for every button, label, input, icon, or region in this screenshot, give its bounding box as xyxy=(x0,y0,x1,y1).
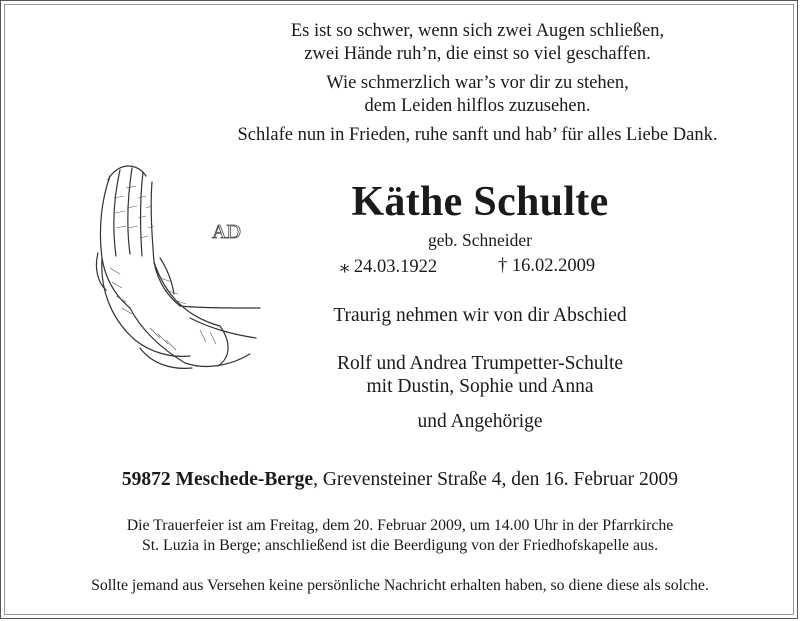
relatives-line: und Angehörige xyxy=(417,411,543,432)
family-block xyxy=(280,352,680,398)
poem-closing: Schlafe nun in Frieden, ruhe sanft und hab’ für alles Liebe Dank. xyxy=(237,125,718,145)
birth-date: ⁎ 24.03.1922 xyxy=(340,257,438,277)
funeral-line-1: Die Trauerfeier ist am Freitag, dem 20. Februar 2009, um 14.00 Uhr in der Pfarrkirche xyxy=(126,517,674,534)
address-line xyxy=(0,469,800,491)
poem-stanza-1 xyxy=(195,20,760,66)
poem xyxy=(195,20,760,147)
address-rest: , Grevensteiner Straße 4, den 16. Februar 2009 xyxy=(313,469,679,490)
poem-line: Es ist so schwer, wenn sich zwei Augen schließen, xyxy=(290,21,665,41)
poem-stanza-2 xyxy=(195,72,760,118)
born-name: geb. Schneider xyxy=(428,230,532,250)
funeral-info xyxy=(0,516,800,556)
deceased-name: Käthe Schulte xyxy=(351,179,609,225)
address-place: 59872 Meschede-Berge xyxy=(121,469,314,490)
funeral-line-2: St. Luzia in Berge; anschließend ist die Beerdigung von der Friedhofskapelle aus. xyxy=(141,537,659,554)
poem-line: Wie schmerzlich war’s vor dir zu stehen, xyxy=(326,73,629,93)
notice-line: Sollte jemand aus Versehen keine persönliche Nachricht erhalten haben, so diene diese als solche. xyxy=(91,577,709,594)
family-line-1: Rolf und Andrea Trumpetter-Schulte xyxy=(336,353,624,374)
death-date: † 16.02.2009 xyxy=(498,256,596,276)
poem-line: zwei Hände ruh’n, die einst so viel geschaffen. xyxy=(304,44,651,64)
monogram-text: AD xyxy=(212,221,241,243)
farewell-line: Traurig nehmen wir von dir Abschied xyxy=(333,305,627,326)
monogram xyxy=(212,221,241,243)
poem-line: dem Leiden hilflos zuzusehen. xyxy=(364,96,591,116)
praying-hands-icon xyxy=(80,158,270,373)
family-line-2: mit Dustin, Sophie und Anna xyxy=(366,376,594,397)
